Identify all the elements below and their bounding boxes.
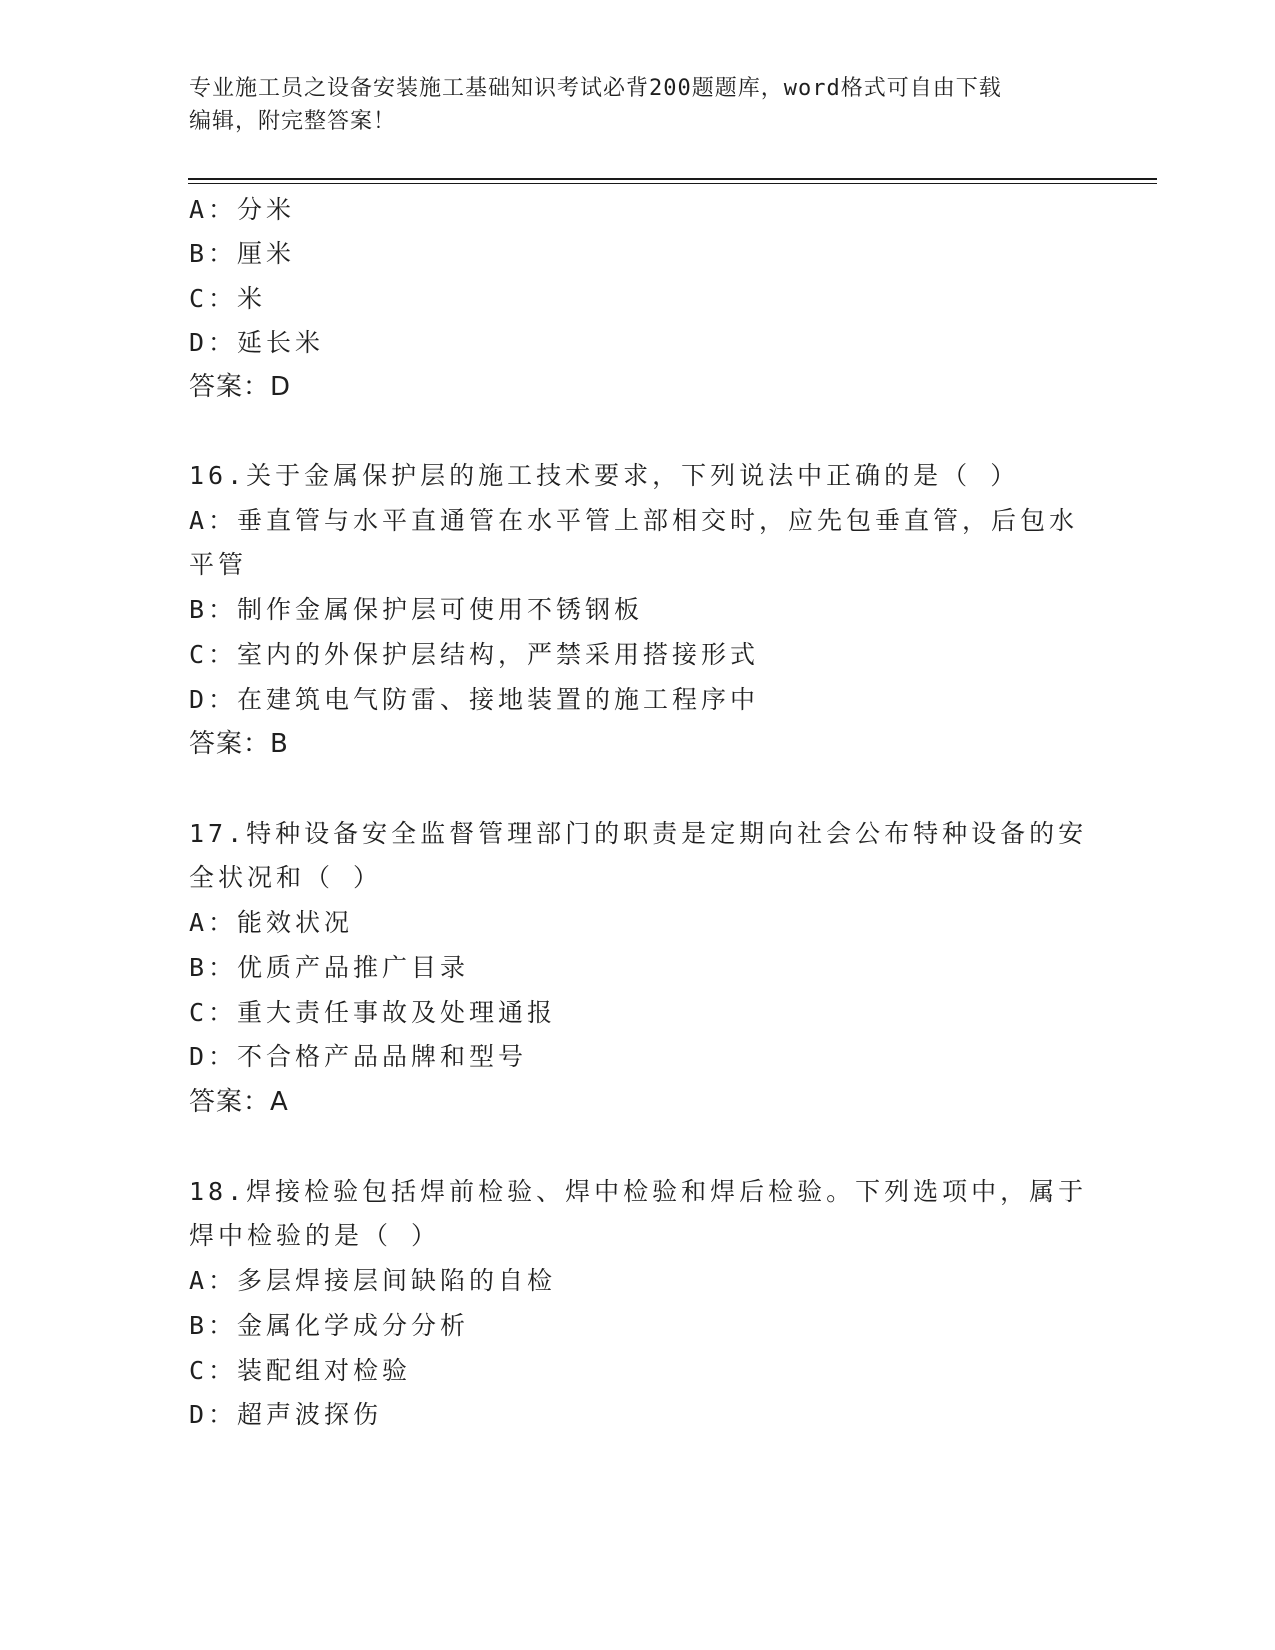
q16-option-b: B：制作金属保护层可使用不锈钢板	[189, 595, 644, 624]
q16-answer: 答案：B	[189, 729, 289, 759]
q15-option-a: A：分米	[189, 195, 296, 224]
q16-option-a-continued: 平管	[189, 550, 248, 579]
q18-option-c: C：装配组对检验	[189, 1356, 412, 1385]
q18-stem: 18.焊接检验包括焊前检验、焊中检验和焊后检验。下列选项中，属于	[189, 1177, 1088, 1206]
q17-option-d: D：不合格产品品牌和型号	[189, 1042, 528, 1071]
q16-stem: 16.关于金属保护层的施工技术要求，下列说法中正确的是（ ）	[189, 461, 1020, 490]
q16-option-a: A：垂直管与水平直通管在水平管上部相交时，应先包垂直管，后包水	[189, 506, 1079, 535]
document-header	[189, 72, 1089, 138]
q15-option-b: B：厘米	[189, 239, 296, 268]
q17-stem: 17.特种设备安全监督管理部门的职责是定期向社会公布特种设备的安	[189, 819, 1088, 848]
q15-option-d: D：延长米	[189, 328, 325, 357]
q18-option-a: A：多层焊接层间缺陷的自检	[189, 1266, 557, 1295]
q16-option-c: C：室内的外保护层结构，严禁采用搭接形式	[189, 640, 760, 669]
q17-option-c: C：重大责任事故及处理通报	[189, 998, 557, 1027]
header-title-line-1: 专业施工员之设备安装施工基础知识考试必背200题题库，word格式可自由下载	[189, 76, 1002, 101]
header-divider-thick	[188, 178, 1157, 180]
q15-option-c: C：米	[189, 284, 267, 313]
q18-stem-continued: 焊中检验的是（ ）	[189, 1221, 441, 1250]
q17-option-b: B：优质产品推广目录	[189, 953, 470, 982]
q17-answer: 答案：A	[189, 1087, 289, 1117]
q18-option-b: B：金属化学成分分析	[189, 1311, 470, 1340]
q16-option-d: D：在建筑电气防雷、接地装置的施工程序中	[189, 685, 760, 714]
header-divider-thin	[188, 183, 1157, 184]
header-title-line-2: 编辑，附完整答案！	[189, 109, 397, 134]
q18-option-d: D：超声波探伤	[189, 1400, 383, 1429]
q17-option-a: A：能效状况	[189, 908, 354, 937]
q15-answer: 答案：D	[189, 372, 292, 402]
q17-stem-continued: 全状况和（ ）	[189, 863, 383, 892]
